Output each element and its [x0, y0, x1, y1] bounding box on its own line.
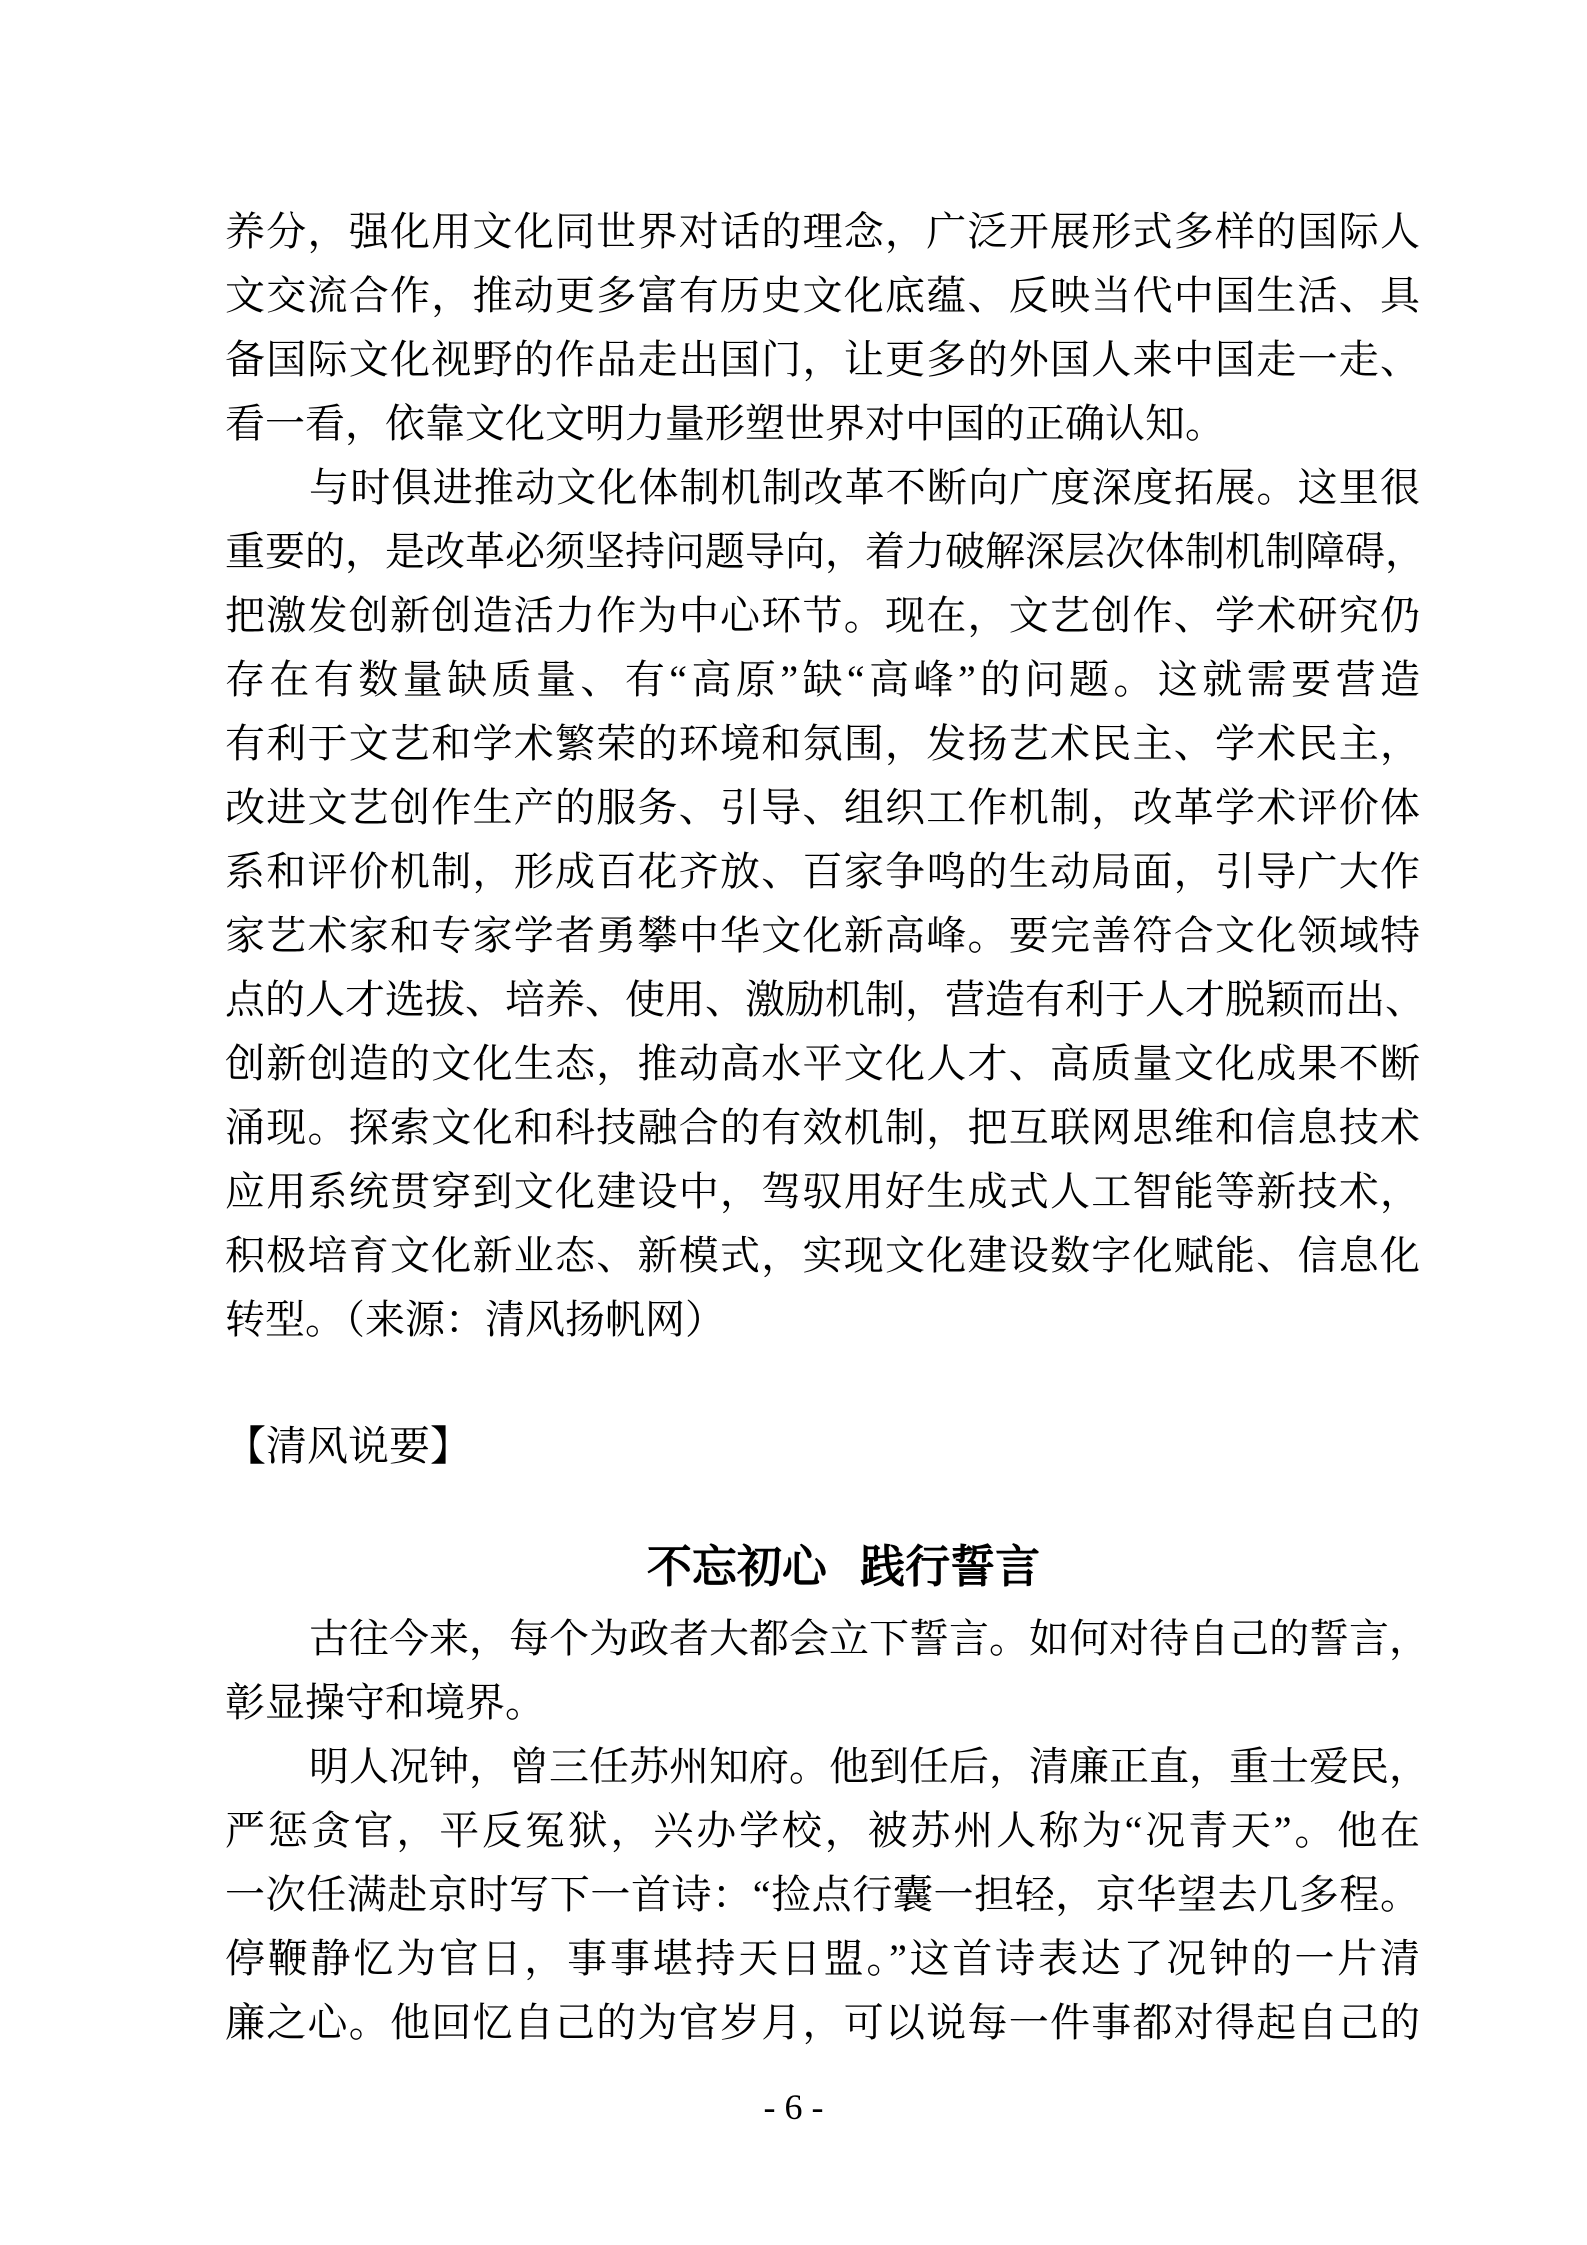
text-line: 彰显操守和境界。 [225, 1680, 545, 1725]
document-body [225, 200, 1429, 2055]
text-line: 养分，强化用文化同世界对话的理念，广泛开展形式多样的国际人 [225, 209, 1420, 254]
essay-title: 不忘初心 践行誓言 [646, 1542, 1041, 1592]
section-header: 【清风说要】 [225, 1423, 471, 1469]
text-line: 家艺术家和专家学者勇攀中华文化新高峰。要完善符合文化领域特 [225, 913, 1420, 958]
text-line: 改进文艺创作生产的服务、引导、组织工作机制，改革学术评价体 [225, 785, 1420, 830]
text-line: 积极培育文化新业态、新模式，实现文化建设数字化赋能、信息化 [225, 1233, 1420, 1278]
text-line: 看一看，依靠文化文明力量形塑世界对中国的正确认知。 [225, 401, 1225, 446]
text-line: 古往今来，每个为政者大都会立下誓言。如何对待自己的誓言， [309, 1616, 1429, 1661]
text-line: 系和评价机制，形成百花齐放、百家争鸣的生动局面，引导广大作 [225, 849, 1420, 894]
text-line: 应用系统贯穿到文化建设中，驾驭用好生成式人工智能等新技术， [225, 1169, 1420, 1214]
text-line: 严惩贪官，平反冤狱，兴办学校，被苏州人称为“况青天”。他在 [225, 1808, 1420, 1853]
paragraph [225, 200, 1420, 456]
text-line: 存在有数量缺质量、有“高原”缺“高峰”的问题。这就需要营造 [225, 657, 1420, 702]
text-line: 转型。（来源：清风扬帆网） [225, 1297, 725, 1342]
text-line: 涌现。探索文化和科技融合的有效机制，把互联网思维和信息技术 [225, 1105, 1420, 1150]
paragraph [225, 1735, 1429, 2055]
text-line: 明人况钟，曾三任苏州知府。他到任后，清廉正直，重士爱民， [309, 1744, 1429, 1789]
text-line: 备国际文化视野的作品走出国门，让更多的外国人来中国走一走、 [225, 337, 1420, 382]
text-line: 点的人才选拔、培养、使用、激励机制，营造有利于人才脱颖而出、 [225, 977, 1425, 1022]
text-line: 一次任满赴京时写下一首诗：“捡点行囊一担轻，京华望去几多程。 [225, 1872, 1420, 1917]
text-line: 有利于文艺和学术繁荣的环境和氛围，发扬艺术民主、学术民主， [225, 721, 1420, 766]
text-line: 文交流合作，推动更多富有历史文化底蕴、反映当代中国生活、具 [225, 273, 1420, 318]
page-number: - 6 - [763, 2087, 824, 2127]
text-line: 与时俱进推动文化体制机制改革不断向广度深度拓展。这里很 [309, 465, 1420, 510]
text-line: 把激发创新创造活力作为中心环节。现在，文艺创作、学术研究仍 [225, 593, 1420, 638]
paragraph [225, 456, 1425, 1352]
text-line: 重要的，是改革必须坚持问题导向，着力破解深层次体制机制障碍， [225, 529, 1425, 574]
text-line: 停鞭静忆为官日，事事堪持天日盟。”这首诗表达了况钟的一片清 [225, 1936, 1420, 1981]
text-line: 廉之心。他回忆自己的为官岁月，可以说每一件事都对得起自己的 [225, 2000, 1420, 2045]
text-line: 创新创造的文化生态，推动高水平文化人才、高质量文化成果不断 [225, 1041, 1420, 1086]
paragraph [225, 1607, 1429, 1735]
